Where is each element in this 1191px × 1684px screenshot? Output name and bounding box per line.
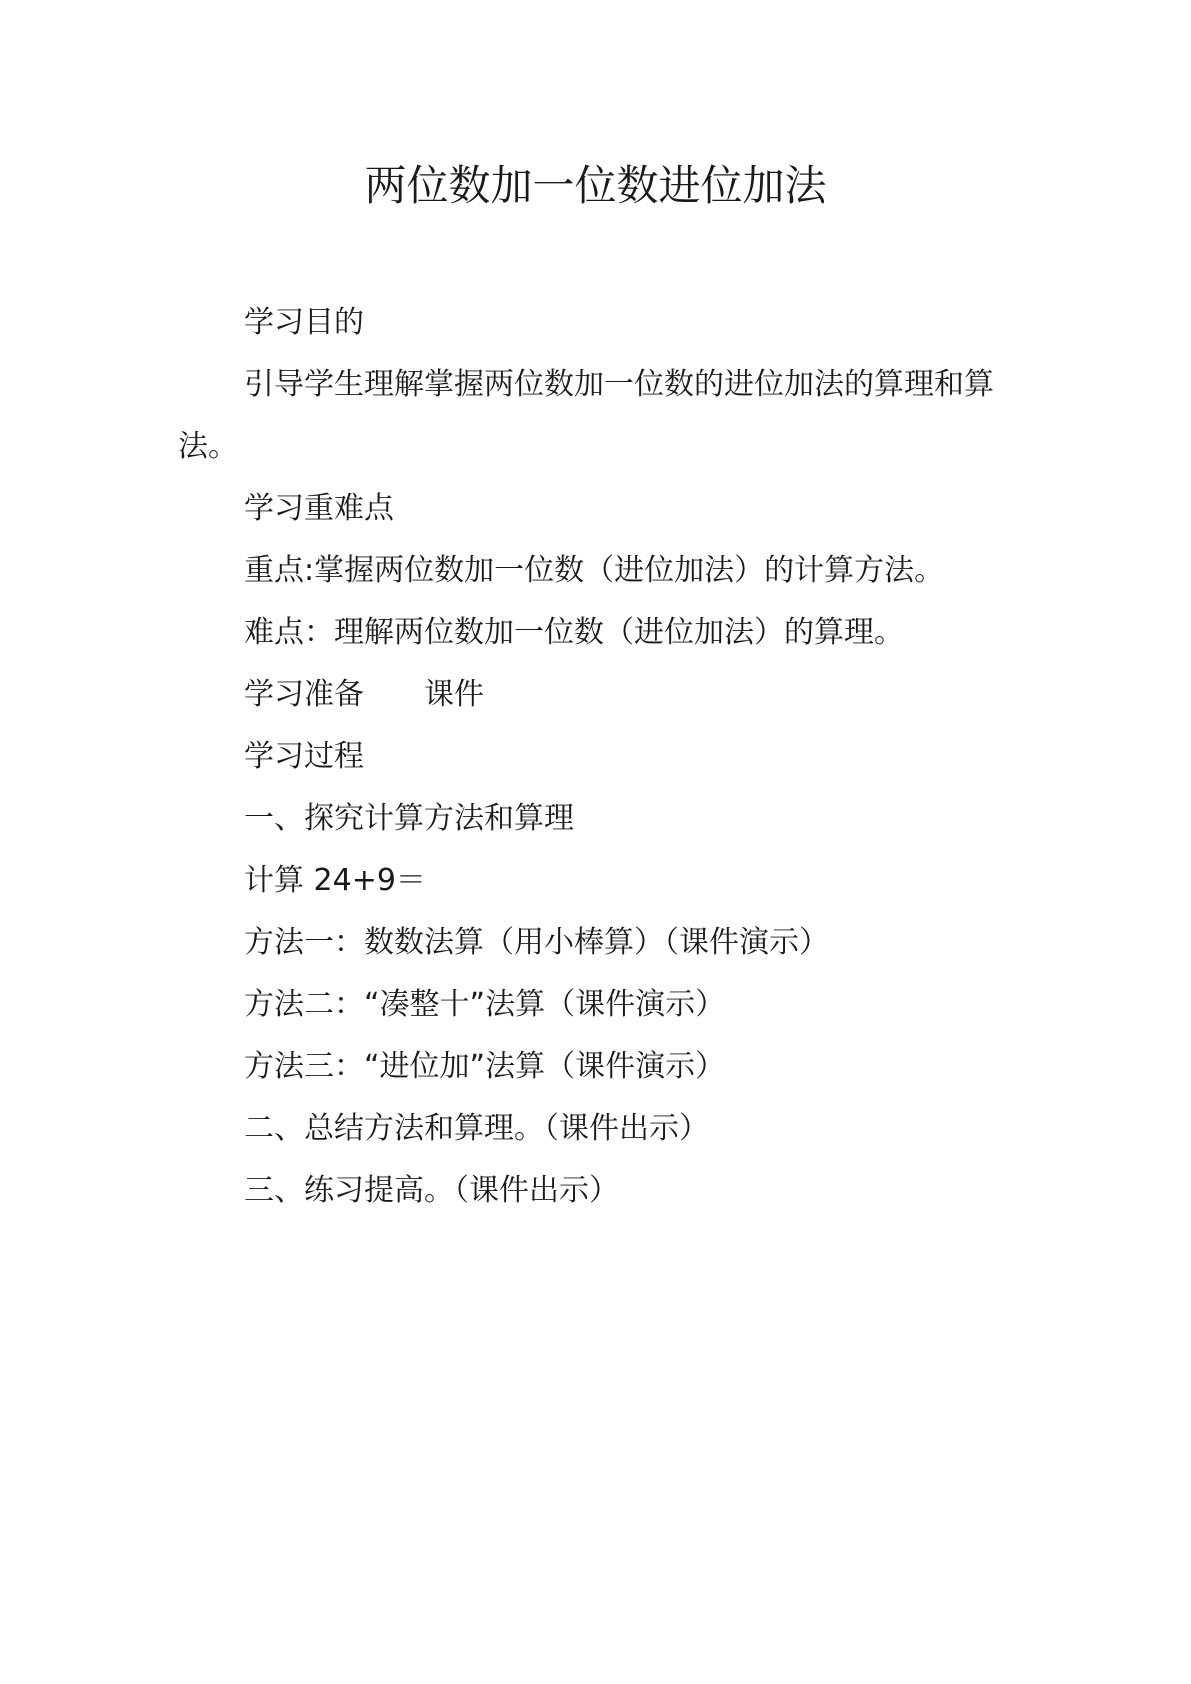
- calculation-example: 计算 24+9＝: [244, 863, 426, 898]
- section-heading-objectives: 学习目的: [244, 305, 364, 340]
- section-heading-process: 学习过程: [244, 739, 364, 774]
- process-step-3: 三、练习提高。（课件出示）: [244, 1173, 619, 1208]
- objectives-text: 引导学生理解掌握两位数加一位数的进位加法的算理和算法。: [178, 367, 994, 464]
- method-1: 方法一：数数法算（用小棒算）（课件演示）: [244, 925, 829, 960]
- preparation-text: 学习准备 课件: [244, 677, 484, 712]
- difficult-point-text: 难点：理解两位数加一位数（进位加法）的算理。: [244, 615, 904, 650]
- section-heading-key-points: 学习重难点: [244, 491, 394, 526]
- method-3: 方法三：“进位加”法算（课件演示）: [244, 1049, 726, 1084]
- document-body: [178, 292, 1018, 1222]
- document-title: 两位数加一位数进位加法: [364, 161, 827, 210]
- process-step-2: 二、总结方法和算理。（课件出示）: [244, 1111, 709, 1146]
- key-point-text: 重点:掌握两位数加一位数（进位加法）的计算方法。: [244, 553, 945, 588]
- method-2: 方法二：“凑整十”法算（课件演示）: [244, 987, 726, 1022]
- process-step-1: 一、探究计算方法和算理: [244, 801, 574, 836]
